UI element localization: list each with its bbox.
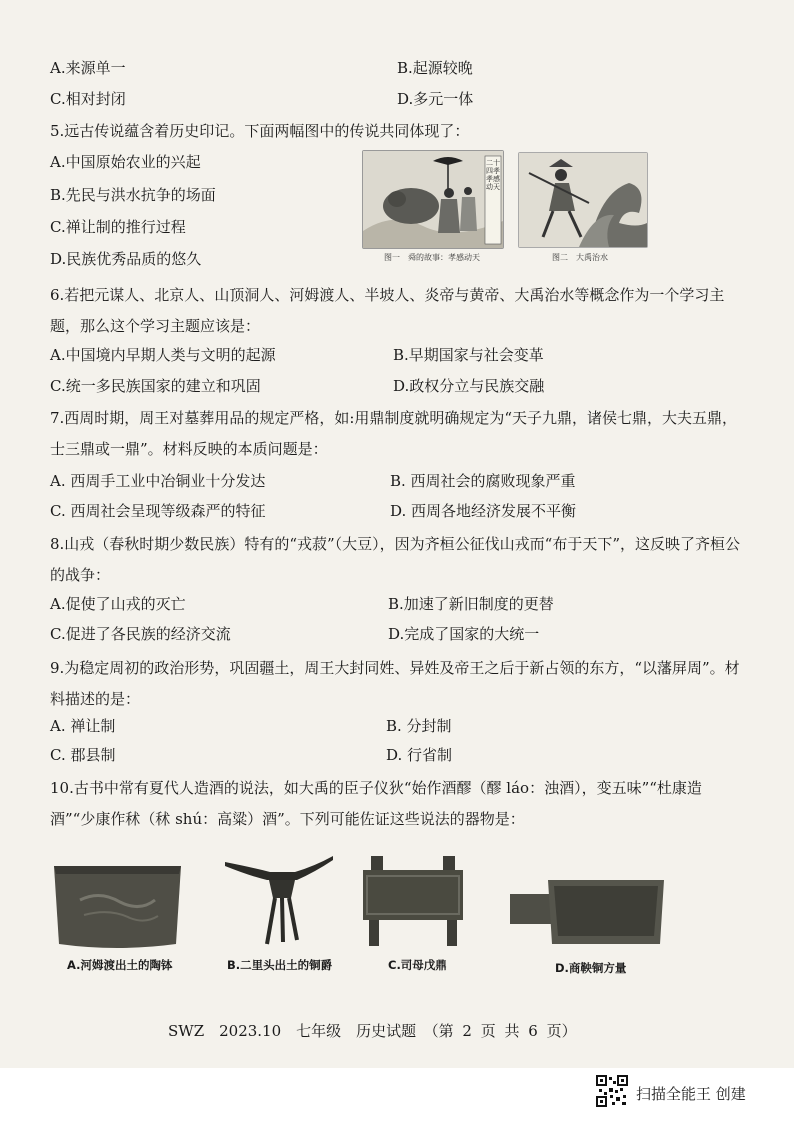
- q5-option-b: B.先民与洪水抗争的场面: [50, 186, 216, 204]
- artifact-shangyang-measure-image: [508, 872, 668, 952]
- q4-option-c: C.相对封闭: [50, 90, 126, 108]
- figure1-inset-label: 二十四孝 孝感动天: [486, 159, 500, 191]
- q8-stem: 8.山戎（春秋时期少数民族）特有的“戎菽”（大豆），因为齐桓公征伐山戎而“布于天下”，这反映了齐桓公的战争：: [50, 535, 740, 584]
- q9-option-a: A. 禅让制: [50, 717, 116, 735]
- artifact-a-caption: A.河姆渡出土的陶钵: [67, 958, 173, 972]
- qr-code-icon: [596, 1075, 628, 1107]
- q5-stem: 5.远古传说蕴含着历史印记。下面两幅图中的传说共同体现了：: [50, 122, 470, 140]
- q9-option-d: D. 行省制: [386, 746, 453, 764]
- artifact-b-caption: B.二里头出土的铜爵: [227, 958, 333, 972]
- q7-stem: 7.西周时期，周王对墓葬用品的规定严格，如:用鼎制度就明确规定为“天子九鼎，诸侯七鼎，大夫五鼎，士三鼎或一鼎”。材料反映的本质问题是：: [50, 409, 738, 458]
- artifact-pottery-bowl-image: [50, 860, 185, 950]
- q6-option-c: C.统一多民族国家的建立和巩固: [50, 377, 261, 395]
- q9-option-c: C. 郡县制: [50, 746, 116, 764]
- q9-stem: 9.为稳定周初的政治形势，巩固疆土，周王大封同姓、异姓及帝王之后于新占领的东方，“以藩屏周”。材料描述的是：: [50, 659, 740, 708]
- q7-option-c: C. 西周社会呈现等级森严的特征: [50, 502, 266, 520]
- q5-option-c: C.禅让制的推行过程: [50, 218, 186, 236]
- q5-option-d: D.民族优秀品质的悠久: [50, 250, 202, 268]
- figure1-caption: 图一 舜的故事：孝感动天: [384, 253, 480, 262]
- q7-option-a: A. 西周手工业中冶铜业十分发达: [50, 472, 266, 490]
- q5-option-a: A.中国原始农业的兴起: [50, 153, 201, 171]
- q4-option-d: D.多元一体: [397, 90, 474, 108]
- q4-option-b: B.起源较晚: [397, 59, 473, 77]
- q6-option-b: B.早期国家与社会变革: [393, 346, 544, 364]
- q6-option-a: A.中国境内早期人类与文明的起源: [50, 346, 276, 364]
- q7-option-d: D. 西周各地经济发展不平衡: [390, 502, 577, 520]
- figure2-caption: 图二 大禹治水: [552, 253, 608, 262]
- figure-shun-illustration: [362, 150, 504, 249]
- q6-stem: 6.若把元谋人、北京人、山顶洞人、河姆渡人、半坡人、炎帝与黄帝、大禹治水等概念作为一个学习主题，那么这个学习主题应该是：: [50, 286, 725, 335]
- artifact-simuwu-ding-image: [357, 852, 469, 948]
- q8-option-d: D.完成了国家的大统一: [388, 625, 540, 643]
- q10-stem: 10.古书中常有夏代人造酒的说法，如大禹的臣子仪狄“始作酒醪（醪 láo：浊酒），变五味”“杜康造酒”“少康作秫（秫 shú：高粱）酒”。下列可能佐证这些说法的器物是：: [50, 779, 702, 828]
- artifact-c-caption: C.司母戊鼎: [388, 958, 447, 972]
- q8-option-a: A.促使了山戎的灭亡: [50, 595, 186, 613]
- q7-option-b: B. 西周社会的腐败现象严重: [390, 472, 576, 490]
- q4-option-a: A.来源单一: [50, 59, 126, 77]
- artifact-bronze-jue-image: [225, 852, 335, 948]
- figure-dayu-illustration: [518, 152, 648, 248]
- q8-option-b: B.加速了新旧制度的更替: [388, 595, 554, 613]
- artifact-d-caption: D.商鞅铜方量: [555, 961, 627, 975]
- page-footer: SWZ 2023.10 七年级 历史试题 （第 2 页 共 6 页）: [168, 1022, 577, 1040]
- scanner-brand-text: 扫描全能王 创建: [636, 1085, 746, 1103]
- q6-option-d: D.政权分立与民族交融: [393, 377, 545, 395]
- q8-option-c: C.促进了各民族的经济交流: [50, 625, 231, 643]
- q9-option-b: B. 分封制: [386, 717, 452, 735]
